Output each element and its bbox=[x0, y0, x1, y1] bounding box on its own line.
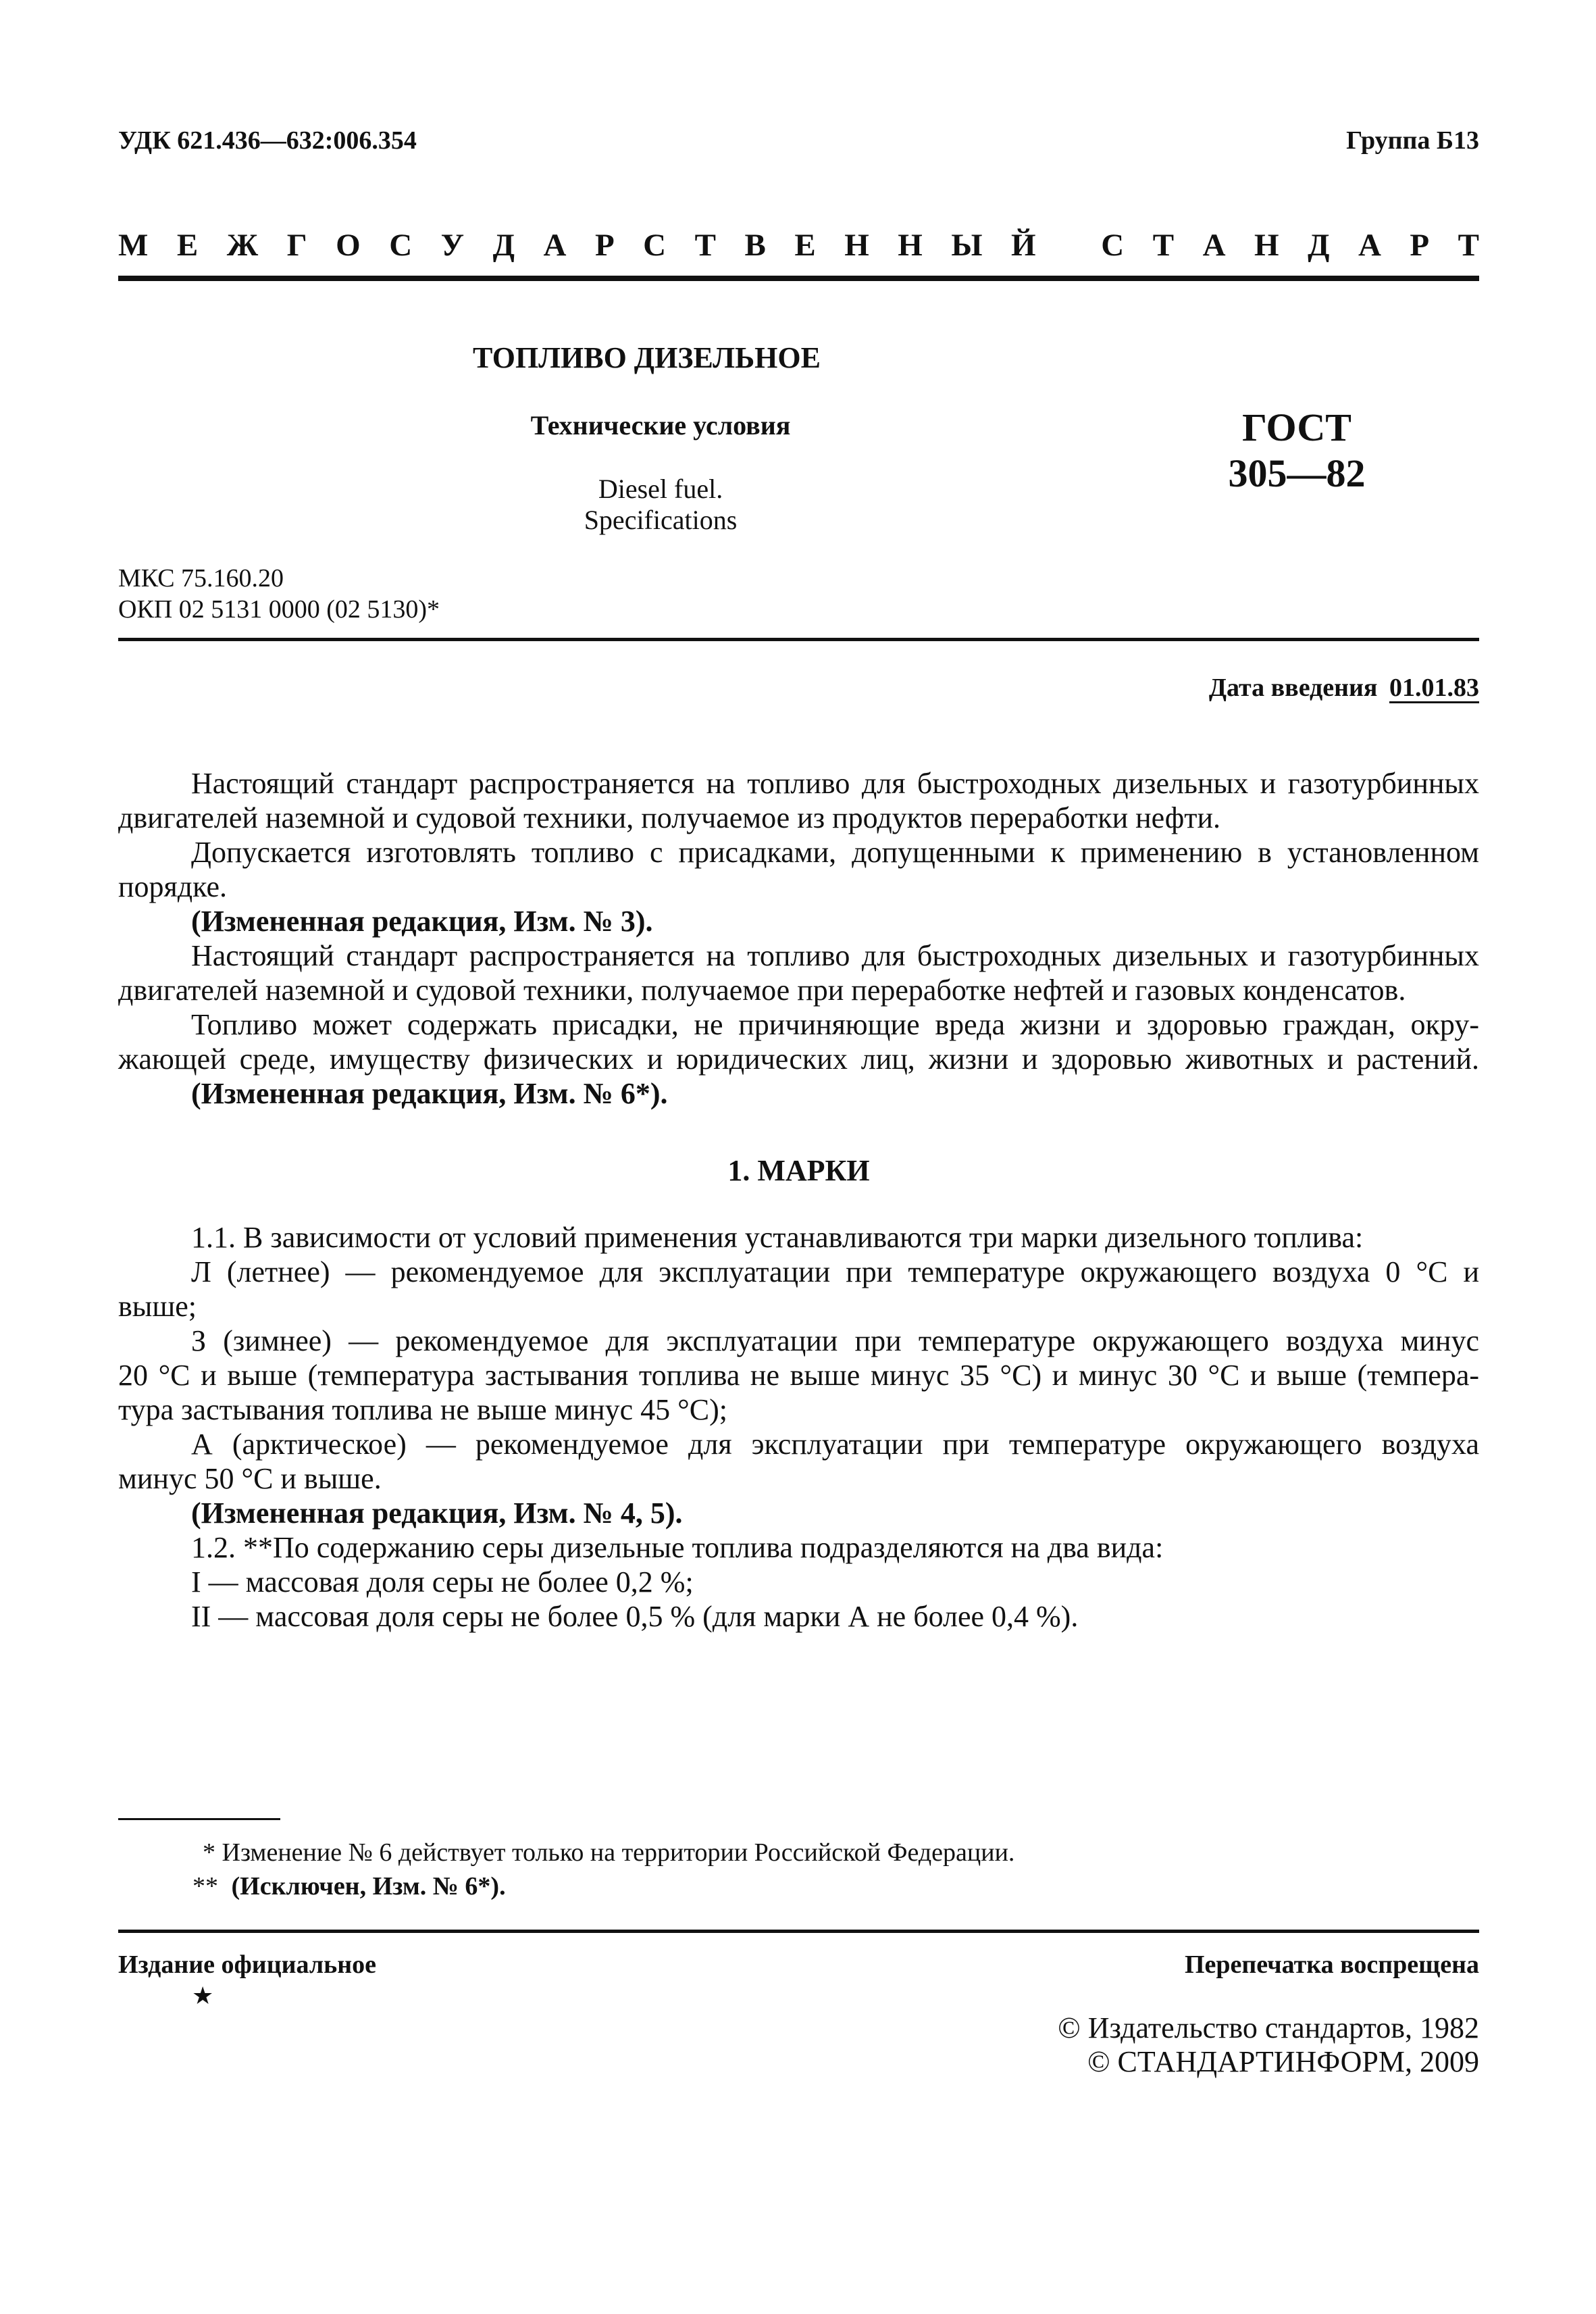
banner-letter: У bbox=[440, 228, 465, 263]
paragraph-line: А (арктическое) — рекомендуемое для эксплуатации при температуре окружающего воздуха bbox=[191, 1428, 1479, 1461]
banner-letter: Г bbox=[286, 228, 307, 263]
banner-letter: Р bbox=[1410, 228, 1430, 263]
english-title-line2: Specifications bbox=[584, 505, 738, 535]
document-title: ТОПЛИВО ДИЗЕЛЬНОЕ bbox=[473, 341, 821, 374]
footnote-1: * Изменение № 6 действует только на территории Российской Федерации. bbox=[203, 1838, 1015, 1867]
banner-letter: А bbox=[543, 228, 567, 263]
paragraph-line: порядке. bbox=[118, 870, 227, 903]
banner-letter: Е bbox=[176, 228, 199, 263]
group-code: Группа Б13 bbox=[1346, 126, 1479, 155]
paragraph-line: Л (летнее) — рекомендуемое для эксплуатации при температуре окружающего воздуха 0 °С и bbox=[191, 1255, 1479, 1288]
udk-code: УДК 621.436—632:006.354 bbox=[118, 126, 417, 155]
banner-letter: С bbox=[643, 228, 667, 263]
document-subtitle: Технические условия bbox=[530, 410, 791, 441]
banner-letter: М bbox=[118, 228, 149, 263]
footnote-rule bbox=[118, 1818, 280, 1820]
section-1-text bbox=[118, 1220, 1479, 1634]
star-icon: ★ bbox=[192, 1982, 214, 2009]
banner-letter: Д bbox=[1308, 228, 1330, 263]
paragraph-line: минус 50 °С и выше. bbox=[118, 1462, 382, 1495]
codes-rule bbox=[118, 638, 1479, 641]
banner-gap bbox=[1064, 227, 1073, 268]
amendment-note: (Измененная редакция, Изм. № 4, 5). bbox=[191, 1496, 683, 1530]
date-label: Дата введения bbox=[1208, 674, 1378, 702]
introduction-date bbox=[1209, 673, 1479, 703]
paragraph-line: 20 °С и выше (температура застывания топлива не выше минус 35 °С) и минус 30 °С и выше (темпера- bbox=[118, 1359, 1479, 1392]
english-title-line1: Diesel fuel. bbox=[598, 474, 723, 504]
paragraph-line: тура застывания топлива не выше минус 45 °С); bbox=[118, 1393, 727, 1426]
banner-letter: Н bbox=[844, 228, 869, 263]
banner-rule bbox=[118, 276, 1479, 281]
footnote-2-mark: ** bbox=[192, 1872, 218, 1901]
gost-label: ГОСТ bbox=[1242, 405, 1352, 449]
banner-letter: Й bbox=[1010, 228, 1036, 263]
amendment-note: (Измененная редакция, Изм. № 6*). bbox=[191, 1077, 668, 1110]
paragraph-line: I — массовая доля серы не более 0,2 %; bbox=[191, 1565, 694, 1599]
banner-letter: С bbox=[389, 228, 413, 263]
paragraph-line: Настоящий стандарт распространяется на топливо для быстроходных дизельных и газотурбинных bbox=[191, 767, 1479, 800]
date-value: 01.01.83 bbox=[1389, 674, 1479, 702]
paragraph-line: двигателей наземной и судовой техники, получаемое при переработке нефтей и газовых конденсатов. bbox=[118, 974, 1406, 1007]
paragraph-line: Топливо может содержать присадки, не причиняющие вреда жизни и здоровью граждан, окру- bbox=[191, 1008, 1479, 1041]
gost-number: 305—82 bbox=[1228, 451, 1366, 495]
banner-letter: Т bbox=[1458, 228, 1479, 263]
banner-letter: Ы bbox=[951, 228, 983, 263]
banner-letter: О bbox=[336, 228, 361, 263]
banner-letter: А bbox=[1202, 228, 1226, 263]
footer-rule bbox=[118, 1930, 1479, 1933]
okp-code: ОКП 02 5131 0000 (02 5130)* bbox=[118, 595, 440, 624]
banner-letter: Н bbox=[898, 228, 923, 263]
banner-letter: Ж bbox=[226, 228, 259, 263]
footnote-2 bbox=[192, 1871, 506, 1901]
section-heading: 1. МАРКИ bbox=[727, 1154, 870, 1187]
banner-letter: Т bbox=[694, 228, 716, 263]
banner-letter: А bbox=[1358, 228, 1381, 263]
intro-text bbox=[118, 766, 1479, 1111]
paragraph-line: З (зимнее) — рекомендуемое для эксплуатации при температуре окружающего воздуха минус bbox=[191, 1324, 1479, 1357]
paragraph-line: двигателей наземной и судовой техники, получаемое из продуктов переработки нефти. bbox=[118, 801, 1221, 834]
banner-letter: Т bbox=[1152, 228, 1175, 263]
amendment-note: (Измененная редакция, Изм. № 3). bbox=[191, 905, 653, 938]
paragraph-line: II — массовая доля серы не более 0,5 % (для марки А не более 0,4 %). bbox=[191, 1600, 1079, 1633]
mks-code: МКС 75.160.20 bbox=[118, 564, 284, 593]
copyright-2009: © СТАНДАРТИНФОРМ, 2009 bbox=[1087, 2045, 1479, 2078]
official-edition: Издание официальное bbox=[118, 1951, 377, 1979]
banner-letter: Е bbox=[794, 228, 816, 263]
paragraph-line: 1.2. **По содержанию серы дизельные топлива подразделяются на два вида: bbox=[191, 1531, 1164, 1564]
paragraph-line: Настоящий стандарт распространяется на топливо для быстроходных дизельных и газотурбинных bbox=[191, 939, 1479, 972]
paragraph-line: Допускается изготовлять топливо с присадками, допущенными к применению в установленном bbox=[191, 836, 1479, 869]
reprint-notice: Перепечатка воспрещена bbox=[1184, 1951, 1479, 1979]
banner-letter: В bbox=[744, 228, 766, 263]
footnote-2-text: (Исключен, Изм. № 6*). bbox=[231, 1872, 506, 1901]
banner-letter: Д bbox=[492, 228, 515, 263]
paragraph-line: 1.1. В зависимости от условий применения устанавливаются три марки дизельного топлива: bbox=[191, 1221, 1364, 1254]
interstate-standard-banner bbox=[118, 227, 1479, 268]
paragraph-line: жающей среде, имуществу физических и юридических лиц, жизни и здоровью животных и растений. bbox=[118, 1042, 1479, 1076]
banner-letter: Р bbox=[594, 228, 615, 263]
banner-letter: Н bbox=[1254, 228, 1279, 263]
copyright-1982: © Издательство стандартов, 1982 bbox=[1058, 2011, 1479, 2044]
paragraph-line: выше; bbox=[118, 1290, 197, 1323]
banner-letter: С bbox=[1101, 228, 1125, 263]
